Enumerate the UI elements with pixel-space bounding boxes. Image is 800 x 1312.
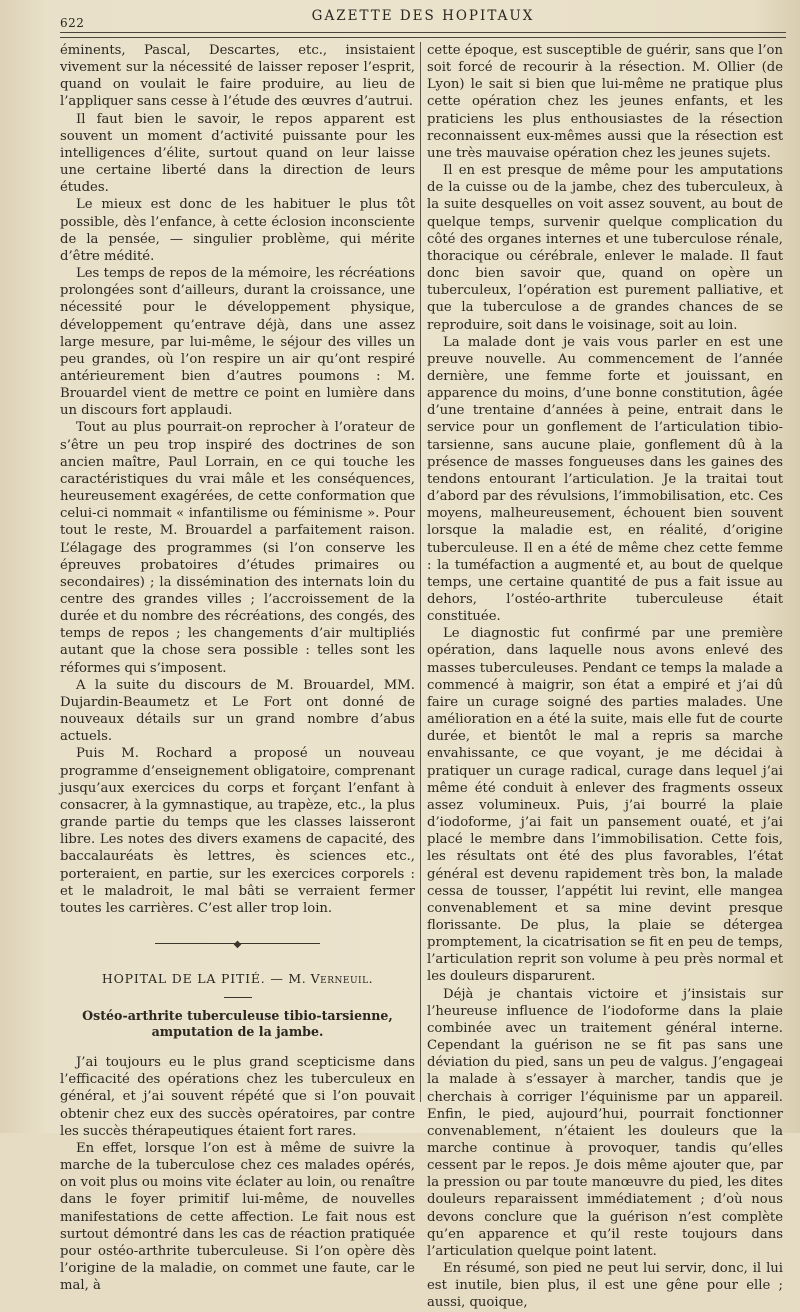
header-double-rule: [60, 32, 786, 38]
section-heading: [60, 970, 415, 987]
paragraph: J’ai toujours eu le plus grand scepticisme dans l’efficacité des opérations chez les tuberculeux en général, et j’ai souvent répété que si l’on pouvait obtenir chez eux des succès opératoires, par contre les succès thérapeutiques étaient fort rares.: [60, 1055, 415, 1139]
paragraph: Tout au plus pourrait-on reprocher à l’orateur de s’être un peu trop inspiré des doctrines de son ancien maître, Paul Lorrain, en ce qui touche les caractéristiques du vrai mâle et les conséquences, heureusement exagérées, de cette conformation que celui-ci nommait « infantilisme ou féminisme ». Pour tout le reste, M. Brouardel a parfaitement raison. L’élagage des programmes (si l’on conserve les épreuves probatoires d’études primaires ou secondaires) ; la dissémination des internats loin du centre des grandes villes ; l’accroissement de la durée et du nombre des récréations, des congés, des temps de repos ; les changements d’air multipliés autant que la chose sera possible : telles sont les réformes qui s’imposent.: [60, 420, 415, 676]
page-header: [60, 6, 786, 30]
paragraph: Les temps de repos de la mémoire, les récréations prolongées sont d’ailleurs, durant la croissance, une nécessité pour le développement physique, développement qu’entrave déjà, dans une assez large mesure, par lui-même, le séjour des villes un peu grandes, où l’on respire un air qu’ont respiré antérieurement bien d’autres poumons : M. Brouardel vient de mettre ce point en lumière dans un discours fort applaudi.: [60, 266, 415, 419]
heading-dash: —: [270, 970, 284, 986]
paragraph: En effet, lorsque l’on est à même de suivre la marche de la tuberculose chez ces malades opérés, on voit plus ou moins vite éclater au loin, ou renaître dans le foyer primitif lui-même, de nouvelles manifestations de cette affection. Le fait nous est surtout démontré dans les cas de réaction pratiquée pour ostéo-arthrite tuberculeuse. Si l’on opère dès l’origine de la maladie, on commet une faute, car le mal, à: [60, 1140, 415, 1294]
journal-title: GAZETTE DES HOPITAUX: [311, 8, 535, 24]
left-column: [60, 42, 415, 1294]
paragraph: Il en est presque de même pour les amputations de la cuisse ou de la jambe, chez des tuberculeux, à la suite desquelles on voit assez souvent, au bout de quelque temps, survenir quelque complication du côté des organes internes et une tuberculose rénale, thoracique ou cérébrale, enlever le malade. Il faut donc bien savoir que, quand on opère un tuberculeux, l’opération est purement palliative, et que la tuberculose a de grandes chances de se reproduire, soit dans le voisinage, soit au loin.: [427, 163, 783, 333]
right-column: [427, 42, 783, 1312]
short-divider: [224, 997, 252, 998]
section-divider: [155, 939, 320, 948]
article-title: Ostéo-arthrite tuberculeuse tibio-tarsienne, amputation de la jambe.: [82, 1008, 393, 1040]
paragraph: A la suite du discours de M. Brouardel, MM. Dujardin-Beaumetz et Le Fort ont donné de nouveaux détails sur un grand nombre d’abus actuels.: [60, 677, 415, 745]
paragraph: Le mieux est donc de les habituer le plus tôt possible, dès l’enfance, à cette éclosion inconsciente de la pensée, — singulier problème, qui mérite d’être médité.: [60, 197, 415, 264]
physician-name: M. Verneuil.: [288, 970, 374, 986]
page-number: 622: [60, 16, 85, 30]
paragraph: Déjà je chantais victoire et j’insistais sur l’heureuse influence de l’iodoforme dans la plaie combinée avec un traitement général interne. Cependant la guérison ne se fit pas sans une déviation du pied, sans un peu de valgus. J’engageai la malade à s’essayer à marcher, tandis que je cherchais à corriger l’équinisme par un appareil. Enfin, le pied, aujourd’hui, pourrait fonctionner convenablement, n’étaient les douleurs que la marche continue à provoquer, tandis qu’elles cessent par le repos. Je dois même ajouter que, par la pression ou par toute manœuvre du pied, les dites douleurs reparaissent immédiatement ; d’où nous devons conclure que la guérison n’est complète qu’en apparence et qu’il reste toujours dans l’articulation quelque point latent.: [427, 986, 783, 1259]
paragraph: La malade dont je vais vous parler en est une preuve nouvelle. Au commencement de l’année dernière, une femme forte et jouissant, en apparence du moins, d’une bonne constitution, âgée d’une trentaine d’années à peine, entrait dans le service pour un gonflement de l’articulation tibio-tarsienne, sans aucune plaie, gonflement dû à la présence de masses fongueuses dans les gaines des tendons entourant l’articulation. Je la traitai tout d’abord par des révulsions, l’immobilisation, etc. Ces moyens, malheureusement, échouent bien souvent lorsque la maladie est, en réalité, d’origine tuberculeuse. Il en a été de même chez cette femme : la tuméfaction a augmenté et, au bout de quelque temps, une certaine quantité de pus a fait issue au dehors, l’ostéo-arthrite tuberculeuse était constituée.: [427, 334, 783, 625]
paragraph: Il faut bien le savoir, le repos apparent est souvent un moment d’activité puissante pour les intelligences d’élite, surtout quand on leur laisse une certaine liberté dans la direction de leurs études.: [60, 111, 415, 196]
paragraph: Le diagnostic fut confirmé par une première opération, dans laquelle nous avons enlevé des masses tuberculeuses. Pendant ce temps la malade a commencé à maigrir, son état a empiré et j’ai dû faire un curage soigné des parties malades. Une amélioration en a été la suite, mais elle fut de courte durée, et bientôt le mal a repris sa marche envahissante, ce que voyant, je me décidai à pratiquer un curage radical, curage dans lequel j’ai même été conduit à enlever des fragments osseux assez volumineux. Puis, j’ai bourré la plaie d’iodoforme, j’ai fait un pansement ouaté, et j’ai placé le membre dans l’immobilisation. Cette fois, les résultats ont été des plus favorables, l’état général est devenu rapidement très bon, la malade cessa de tousser, l’appétit lui revint, elle mangea convenablement et sa mine devint presque florissante. De plus, la plaie se détergea promptement, la cicatrisation se fit en peu de temps, l’articulation reprit son volume à peu près normal et les douleurs disparurent.: [427, 626, 783, 985]
column-separator: [420, 42, 421, 1102]
paragraph: En résumé, son pied ne peut lui servir, donc, il lui est inutile, bien plus, il est une gêne pour elle ; aussi, quoique,: [427, 1261, 783, 1311]
paragraph: cette époque, est susceptible de guérir, sans que l’on soit forcé de recourir à la résection. M. Ollier (de Lyon) le sait si bien que lui-même ne pratique plus cette opération chez les jeunes enfants, et les praticiens les plus enthousiastes de la résection reconnaissent eux-mêmes aussi que la résection est une très mauvaise opération chez les jeunes sujets.: [427, 43, 783, 161]
hospital-name: HOPITAL DE LA PITIÉ.: [101, 970, 266, 986]
paragraph: Puis M. Rochard a proposé un nouveau programme d’enseignement obligatoire, comprenant jusqu’aux exercices du corps et forçant l’enfant à consacrer, à la gymnastique, au trapèze, etc., la plus grande partie du temps que les classes laisseront libre. Les notes des divers examens de capacité, des baccalauréats ès lettres, ès sciences etc., porteraient, en partie, sur les exercices corporels : et le maladroit, le mal bâti se verraient fermer toutes les carrières. C’est aller trop loin.: [60, 746, 415, 916]
paragraph: éminents, Pascal, Descartes, etc., insistaient vivement sur la nécessité de laisser reposer l’esprit, quand on voulait le faire produire, au lieu de l’appliquer sans cesse à l’étude des œuvres d’autrui.: [60, 43, 415, 110]
